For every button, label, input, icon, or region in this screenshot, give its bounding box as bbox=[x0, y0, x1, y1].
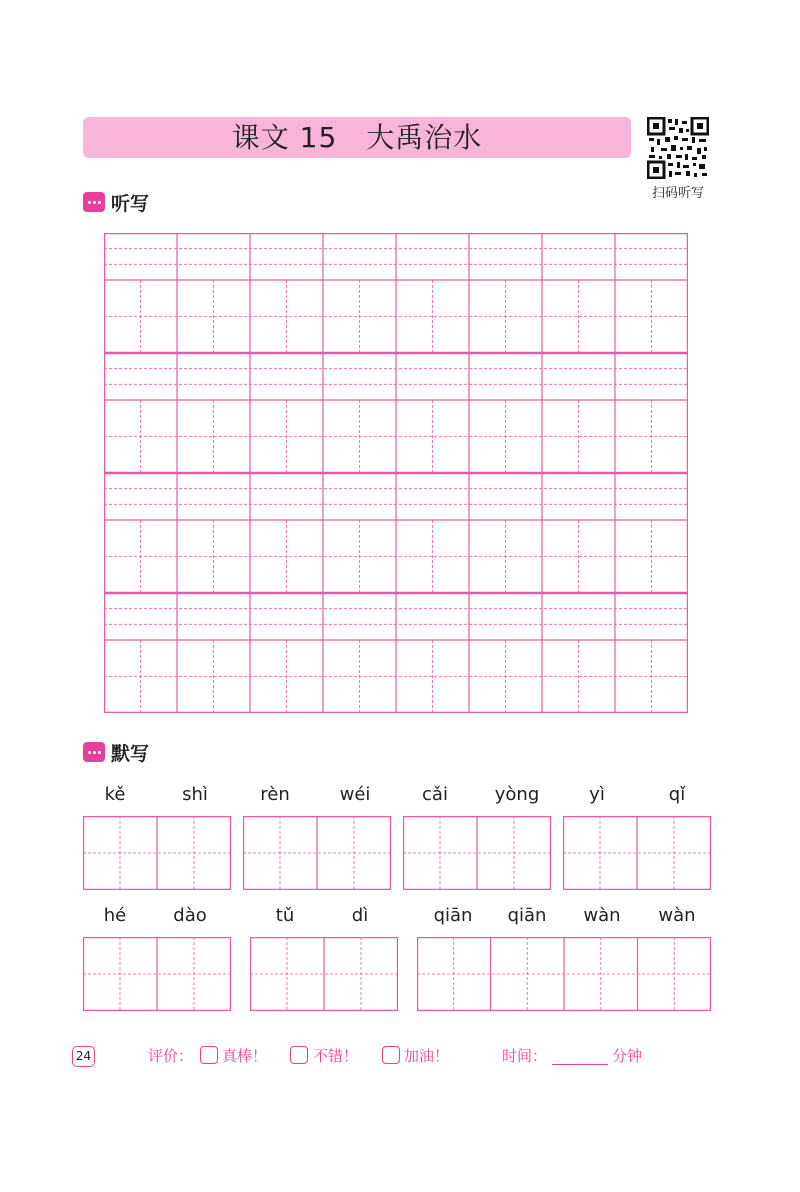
dots-badge-icon bbox=[83, 192, 105, 212]
rating-checkbox[interactable] bbox=[200, 1046, 218, 1064]
rating-label: 评价： bbox=[148, 1047, 194, 1065]
recall-header bbox=[83, 740, 149, 764]
dictation-label: 听写 bbox=[111, 192, 150, 215]
pinyin-label: cǎi bbox=[422, 784, 448, 805]
pinyin-label: dào bbox=[173, 905, 207, 926]
pinyin-label: wàn bbox=[658, 905, 696, 926]
rating-option-keep-going: 加油！ bbox=[404, 1047, 450, 1065]
time-input[interactable] bbox=[552, 1064, 608, 1065]
pinyin-label: kě bbox=[104, 784, 126, 805]
title-banner bbox=[83, 117, 631, 158]
writing-box[interactable] bbox=[83, 816, 231, 890]
rating-checkbox[interactable] bbox=[290, 1046, 308, 1064]
pinyin-label: hé bbox=[103, 905, 127, 926]
rating-option-great: 真棒！ bbox=[222, 1047, 268, 1065]
pinyin-label: qiān bbox=[433, 905, 473, 926]
writing-box[interactable] bbox=[403, 816, 551, 890]
pinyin-label: qǐ bbox=[668, 784, 686, 805]
pinyin-label: qiān bbox=[507, 905, 547, 926]
writing-box[interactable] bbox=[563, 816, 711, 890]
writing-box[interactable] bbox=[83, 937, 231, 1011]
pinyin-label: shì bbox=[182, 784, 208, 805]
pinyin-label: rèn bbox=[260, 784, 290, 805]
pinyin-label: dì bbox=[351, 905, 369, 926]
dictation-header bbox=[83, 190, 149, 214]
time-label: 时间： bbox=[502, 1047, 548, 1065]
pinyin-label: yòng bbox=[494, 784, 540, 805]
rating-checkbox[interactable] bbox=[382, 1046, 400, 1064]
dots-badge-icon bbox=[83, 742, 105, 762]
pinyin-label: tǔ bbox=[275, 905, 295, 926]
rating-option-good: 不错！ bbox=[313, 1047, 359, 1065]
page-title: 课文 15 大禹治水 bbox=[231, 121, 483, 154]
dictation-grid[interactable] bbox=[104, 233, 688, 713]
writing-box[interactable] bbox=[417, 937, 711, 1011]
recall-label: 默写 bbox=[111, 742, 150, 765]
pinyin-label: yì bbox=[589, 784, 605, 805]
qr-label: 扫码听写 bbox=[651, 186, 704, 201]
time-unit: 分钟 bbox=[612, 1047, 643, 1065]
pinyin-label: wàn bbox=[583, 905, 621, 926]
pinyin-label: wéi bbox=[339, 784, 371, 805]
writing-box[interactable] bbox=[243, 816, 391, 890]
qr-code-icon[interactable] bbox=[647, 117, 709, 179]
page-number: 24 bbox=[72, 1046, 95, 1067]
writing-box[interactable] bbox=[250, 937, 398, 1011]
